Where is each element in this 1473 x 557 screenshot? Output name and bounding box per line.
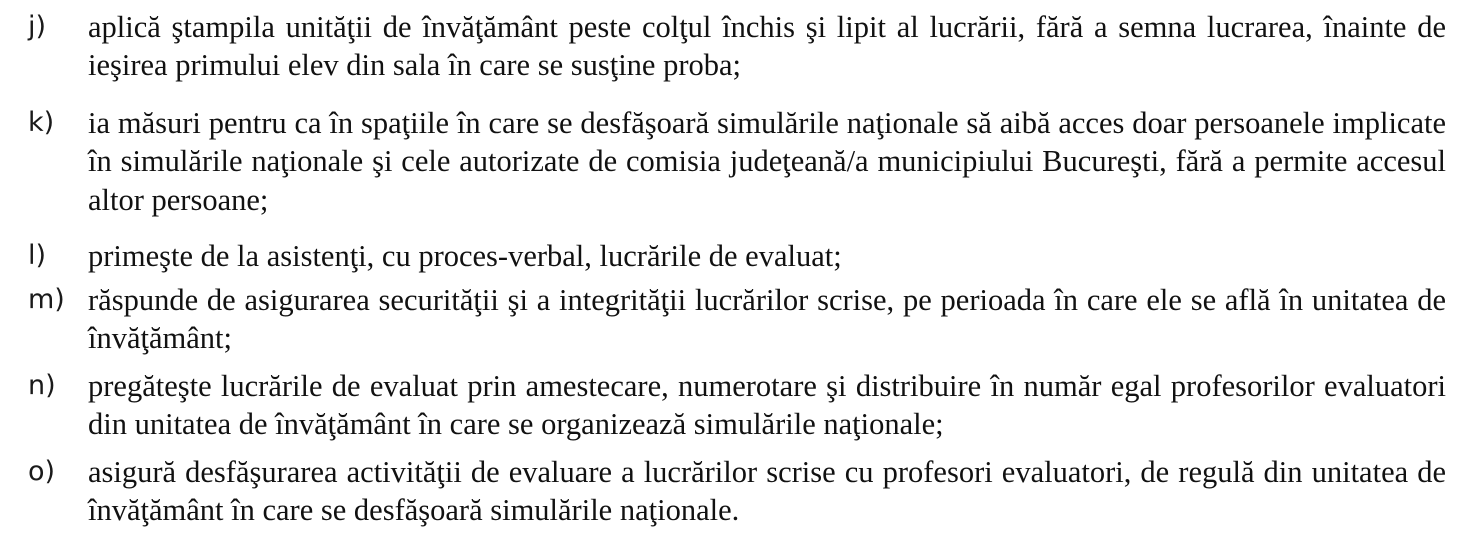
list-marker: o)	[28, 456, 56, 487]
list-marker: m)	[28, 284, 65, 315]
list-item-text: ia măsuri pentru ca în spaţiile în care se desfăşoară simulările naţionale să aibă acces doar persoanele implicate în simulările naţionale şi cele autorizate de comisia judeţeană/a municipiului Bucureşti, fără a permite accesul altor persoane;	[88, 106, 1446, 217]
list-marker: n)	[28, 370, 56, 401]
list-marker: k)	[28, 107, 55, 138]
list-item-text: asigură desfăşurarea activităţii de evaluare a lucrărilor scrise cu profesori evaluatori, de regulă din unitatea de învăţământ în care se desfăşoară simulările naţionale.	[88, 455, 1446, 528]
list-item-text: pregăteşte lucrările de evaluat prin amestecare, numerotare şi distribuire în număr egal profesorilor evaluatori din unitatea de învăţământ în care se organizează simulările naţionale;	[88, 369, 1446, 442]
list-marker: l)	[28, 240, 47, 271]
list-item-text: aplică ştampila unităţii de învăţământ peste colţul închis şi lipit al lucrării, fără a semna lucrarea, înainte de ieşirea primului elev din sala în care se susţine proba;	[88, 10, 1446, 83]
list-item-text: primeşte de la asistenţi, cu proces-verbal, lucrările de evaluat;	[88, 239, 842, 273]
list-item-text: răspunde de asigurarea securităţii şi a integrităţii lucrărilor scrise, pe perioada în care ele se află în unitatea de învăţământ;	[88, 283, 1446, 356]
list-marker: j)	[28, 11, 47, 42]
